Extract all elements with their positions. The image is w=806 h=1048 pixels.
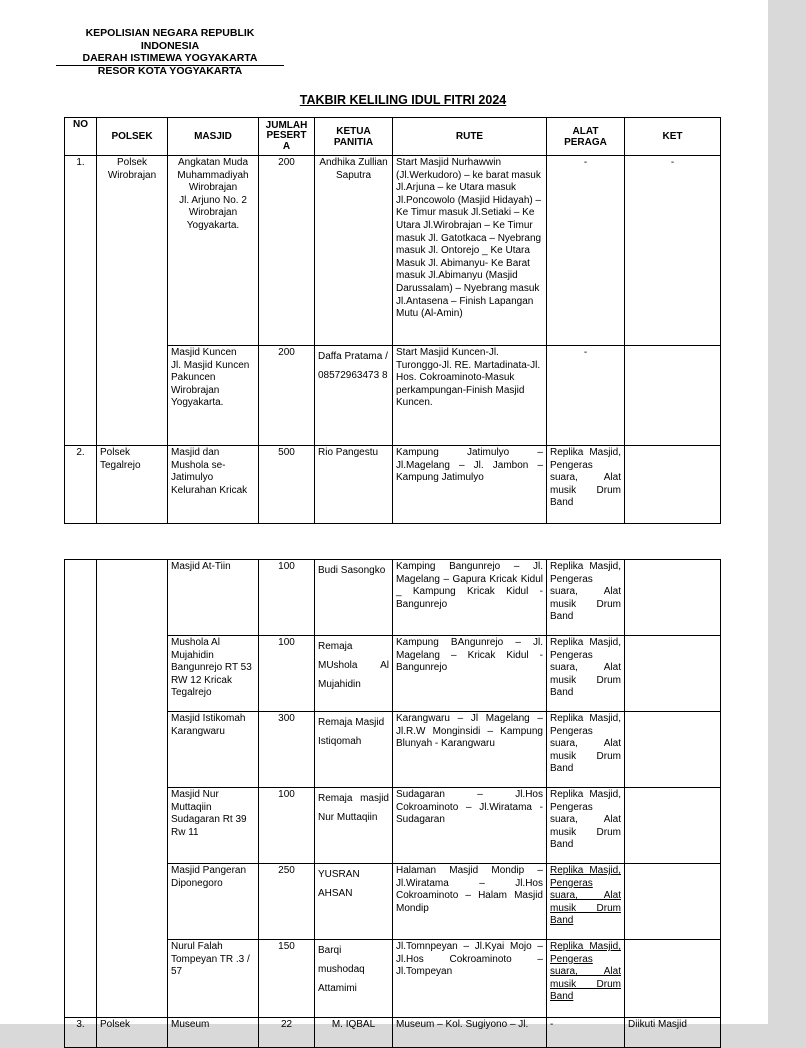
table-row bbox=[65, 156, 721, 346]
cell-ketua: Remaja MUshola Al Mujahidin bbox=[315, 636, 393, 712]
col-header-no: NO bbox=[65, 118, 97, 156]
cell-alat: Replika Masjid, Pengeras suara, Alat musik Drum Band bbox=[547, 636, 625, 712]
cell-jumlah: 100 bbox=[259, 636, 315, 712]
col-header-masjid: MASJID bbox=[168, 118, 259, 156]
cell-ketua: YUSRAN AHSAN bbox=[315, 864, 393, 940]
cell-ket bbox=[625, 940, 721, 1018]
cell-ket bbox=[625, 346, 721, 446]
cell-alat: - bbox=[547, 346, 625, 446]
col-header-ket: KET bbox=[625, 118, 721, 156]
cell-alat: - bbox=[547, 156, 625, 346]
cell-alat: Replika Masjid, Pengeras suara, Alat musik Drum Band bbox=[547, 864, 625, 940]
cell-ket bbox=[625, 446, 721, 524]
cell-jumlah: 200 bbox=[259, 156, 315, 346]
cell-masjid: Masjid Pangeran Diponegoro bbox=[168, 864, 259, 940]
cell-rute: Start Masjid Nurhawwin (Jl.Werkudoro) – ke barat masuk Jl.Arjuna – ke Utara masuk Jl.Poncowolo (Masjid Hidayah) – Ke Timur masuk Jl.Setiaki – Ke Utara Jl.Wirobrajan – Ke Timur masuk Jl. Gatotkaca – Nyebrang masuk Jl. Ontorejo _ Ke Utara Masuk Jl. Abimanyu- Ke Barat masuk Jl.Abimanyu (Masjid Darussalam) – Nyebrang masuk Jl.Antasena – Finish Lapangan Mutu (Al-Amin) bbox=[393, 156, 547, 346]
cell-jumlah: 100 bbox=[259, 560, 315, 636]
cell-alat: Replika Masjid, Pengeras suara, Alat musik Drum Band bbox=[547, 560, 625, 636]
cell-jumlah: 100 bbox=[259, 788, 315, 864]
cell-jumlah: 250 bbox=[259, 864, 315, 940]
letterhead-line-2: DAERAH ISTIMEWA YOGYAKARTA bbox=[82, 52, 258, 64]
cell-rute: Sudagaran – Jl.Hos Cokroaminoto – Jl.Wiratama - Sudagaran bbox=[393, 788, 547, 864]
cell-rute: Kampung BAngunrejo – Jl. Magelang – Kricak Kidul - Bangunrejo bbox=[393, 636, 547, 712]
cell-alat: Replika Masjid, Pengeras suara, Alat musik Drum Band bbox=[547, 712, 625, 788]
table-row bbox=[65, 1018, 721, 1048]
cell-jumlah: 22 bbox=[259, 1018, 315, 1048]
cell-polsek: Polsek bbox=[97, 1018, 168, 1048]
col-header-rute: RUTE bbox=[393, 118, 547, 156]
cell-rute: Museum – Kol. Sugiyono – Jl. bbox=[393, 1018, 547, 1048]
cell-rute: Jl.Tomnpeyan – Jl.Kyai Mojo – Jl.Hos Cokroaminoto – Jl.Tompeyan bbox=[393, 940, 547, 1018]
cell-rute: Karangwaru – Jl Magelang – Jl.R.W Monginsidi – Kampung Blunyah - Karangwaru bbox=[393, 712, 547, 788]
letterhead-rule bbox=[56, 65, 284, 66]
cell-polsek: Polsek Wirobrajan bbox=[97, 156, 168, 446]
cell-ketua: Remaja masjid Nur Muttaqiin bbox=[315, 788, 393, 864]
cell-ketua: Rio Pangestu bbox=[315, 446, 393, 524]
cell-ket: Diikuti Masjid bbox=[625, 1018, 721, 1048]
col-header-alat-peraga: ALAT PERAGA bbox=[547, 118, 625, 156]
cell-ket bbox=[625, 712, 721, 788]
letterhead bbox=[56, 27, 284, 77]
cell-ketua: Andhika Zullian Saputra bbox=[315, 156, 393, 346]
cell-alat: Replika Masjid, Pengeras suara, Alat musik Drum Band bbox=[547, 446, 625, 524]
cell-polsek bbox=[97, 560, 168, 1018]
cell-jumlah: 300 bbox=[259, 712, 315, 788]
col-header-polsek: POLSEK bbox=[97, 118, 168, 156]
cell-rute: Kamping Bangunrejo – Jl. Magelang – Gapura Kricak Kidul _ Kampung Kricak Kidul - Bangunrejo bbox=[393, 560, 547, 636]
cell-polsek: Polsek Tegalrejo bbox=[97, 446, 168, 524]
cell-alat: - bbox=[547, 1018, 625, 1048]
cell-ketua: Budi Sasongko bbox=[315, 560, 393, 636]
cell-masjid: Museum bbox=[168, 1018, 259, 1048]
cell-masjid: Masjid Istikomah Karangwaru bbox=[168, 712, 259, 788]
letterhead-line-1: KEPOLISIAN NEGARA REPUBLIK INDONESIA bbox=[85, 27, 255, 52]
cell-rute: Kampung Jatimulyo – Jl.Magelang – Jl. Jambon – Kampung Jatimulyo bbox=[393, 446, 547, 524]
schedule-table-part-1 bbox=[64, 117, 721, 524]
cell-ket bbox=[625, 636, 721, 712]
cell-jumlah: 500 bbox=[259, 446, 315, 524]
table-row bbox=[65, 446, 721, 524]
cell-ketua: M. IQBAL bbox=[315, 1018, 393, 1048]
cell-masjid: Masjid Nur Muttaqiin Sudagaran Rt 39 Rw 11 bbox=[168, 788, 259, 864]
table-header-row bbox=[65, 118, 721, 156]
cell-ket bbox=[625, 864, 721, 940]
cell-alat: Replika Masjid, Pengeras suara, Alat musik Drum Band bbox=[547, 940, 625, 1018]
cell-no bbox=[65, 560, 97, 1018]
cell-ketua: Remaja Masjid Istiqomah bbox=[315, 712, 393, 788]
cell-rute: Halaman Masjid Mondip – Jl.Wiratama – Jl.Hos Cokroaminoto – Halam Masjid Mondip bbox=[393, 864, 547, 940]
cell-jumlah: 200 bbox=[259, 346, 315, 446]
col-header-ketua-panitia: KETUA PANITIA bbox=[315, 118, 393, 156]
cell-masjid: Angkatan Muda Muhammadiyah Wirobrajan Jl. Arjuno No. 2 Wirobrajan Yogyakarta. bbox=[168, 156, 259, 346]
cell-ketua: Barqi mushodaq Attamimi bbox=[315, 940, 393, 1018]
cell-ket bbox=[625, 560, 721, 636]
table-row bbox=[65, 560, 721, 636]
cell-masjid: Masjid dan Mushola se-Jatimulyo Kelurahan Kricak bbox=[168, 446, 259, 524]
cell-ket: - bbox=[625, 156, 721, 346]
cell-alat: Replika Masjid, Pengeras suara, Alat musik Drum Band bbox=[547, 788, 625, 864]
cell-ket bbox=[625, 788, 721, 864]
cell-masjid: Mushola Al Mujahidin Bangunrejo RT 53 RW 12 Kricak Tegalrejo bbox=[168, 636, 259, 712]
schedule-table-part-2 bbox=[64, 559, 721, 1048]
letterhead-line-3: RESOR KOTA YOGYAKARTA bbox=[97, 64, 243, 77]
cell-masjid: Nurul Falah Tompeyan TR .3 / 57 bbox=[168, 940, 259, 1018]
document-title: TAKBIR KELILING IDUL FITRI 2024 bbox=[299, 93, 507, 107]
cell-ketua: Daffa Pratama / 08572963473 8 bbox=[315, 346, 393, 446]
cell-no: 3. bbox=[65, 1018, 97, 1048]
cell-no: 1. bbox=[65, 156, 97, 446]
cell-no: 2. bbox=[65, 446, 97, 524]
cell-masjid: Masjid At-Tiin bbox=[168, 560, 259, 636]
cell-rute: Start Masjid Kuncen-Jl. Turonggo-Jl. RE. Martadinata-Jl. Hos. Cokroaminoto-Masuk perkampungan-Finish Masjid Kuncen. bbox=[393, 346, 547, 446]
cell-masjid: Masjid Kuncen Jl. Masjid Kuncen Pakuncen Wirobrajan Yogyakarta. bbox=[168, 346, 259, 446]
cell-jumlah: 150 bbox=[259, 940, 315, 1018]
col-header-jumlah-peserta: JUMLAH PESERT A bbox=[259, 118, 315, 156]
